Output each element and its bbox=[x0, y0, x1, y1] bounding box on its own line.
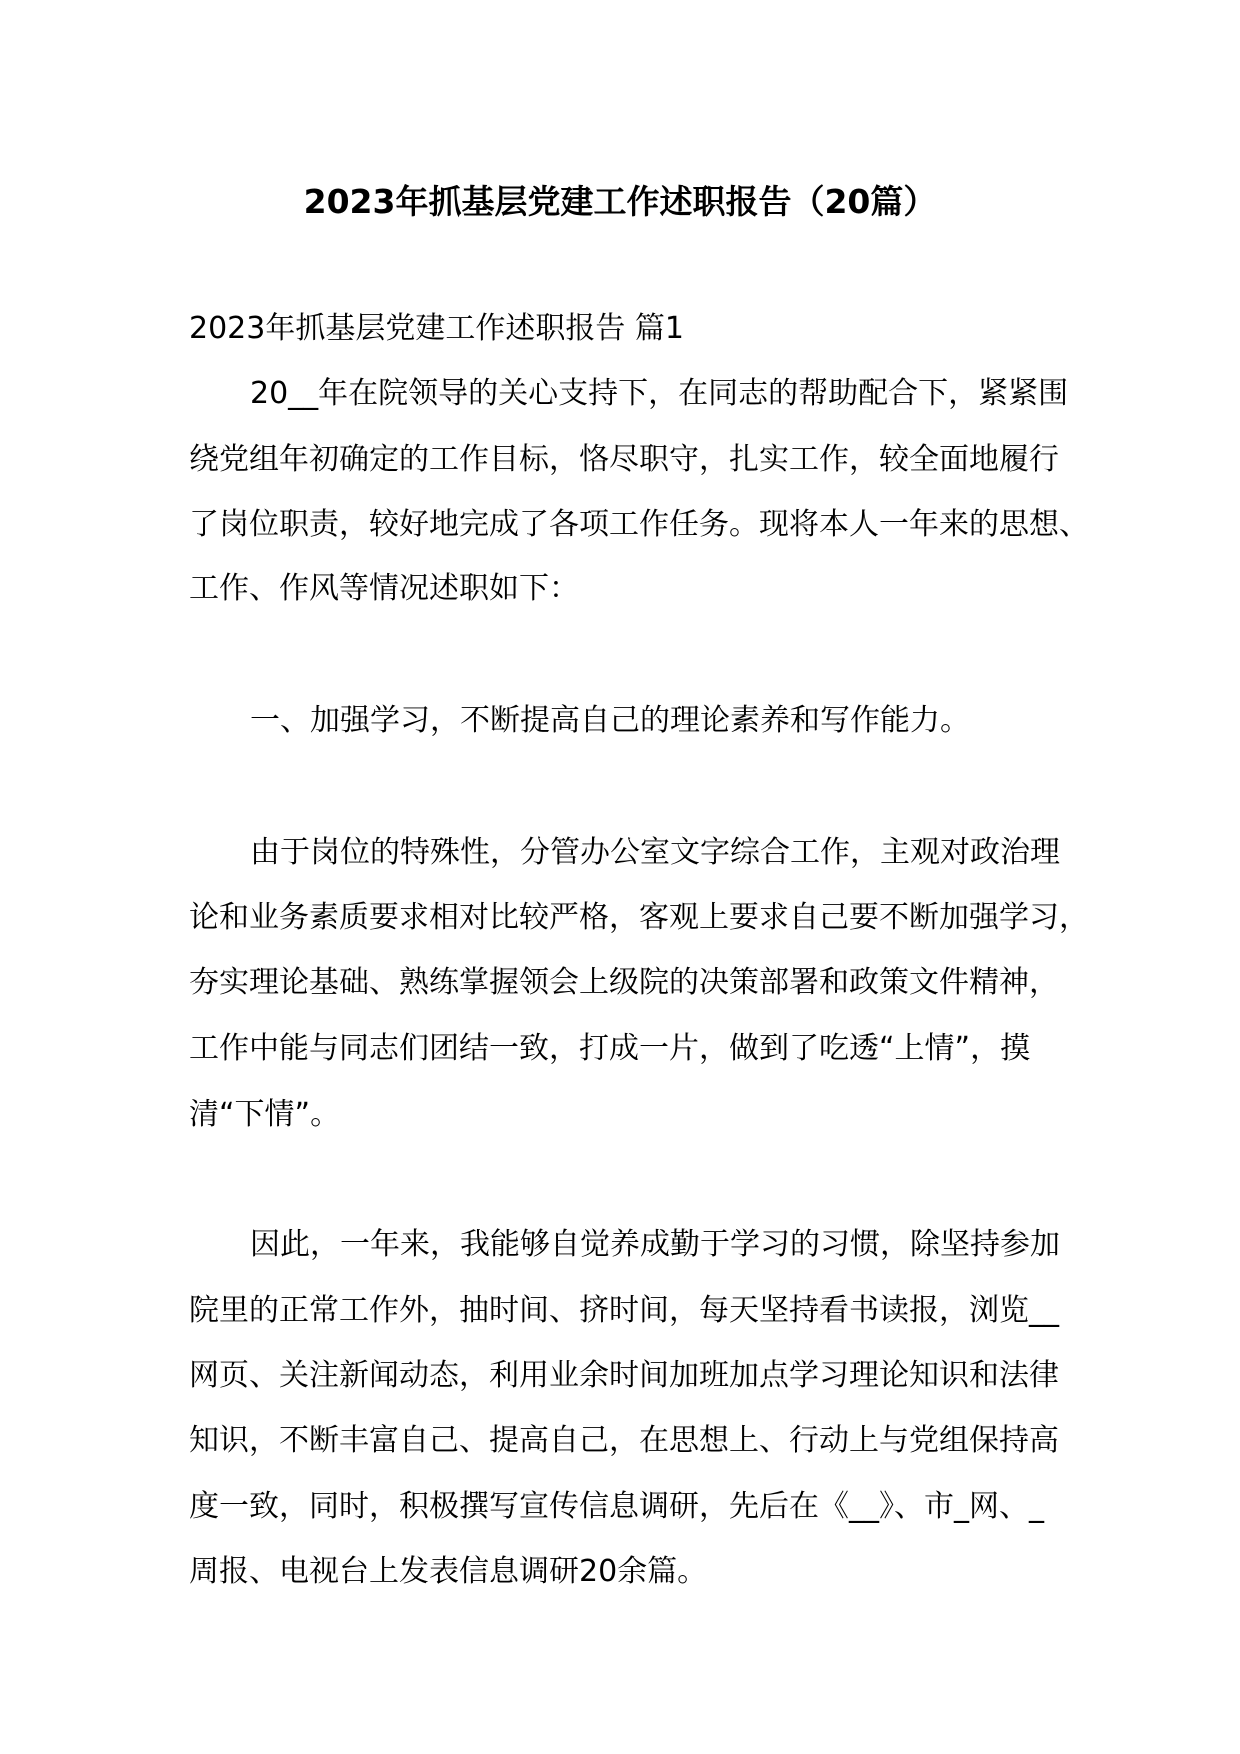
section-heading: 一、加强学习，不断提高自己的理论素养和写作能力。 bbox=[250, 703, 970, 738]
text-line: 了岗位职责，较好地完成了各项工作任务。现将本人一年来的思想、 bbox=[189, 507, 1089, 542]
text-line: 网页、关注新闻动态，利用业余时间加班加点学习理论知识和法律 bbox=[189, 1358, 1059, 1393]
text-line: 绕党组年初确定的工作目标，恪尽职守，扎实工作，较全面地履行 bbox=[189, 442, 1059, 477]
text-line: 由于岗位的特殊性，分管办公室文字综合工作，主观对政治理 bbox=[250, 835, 1060, 870]
section-subtitle: 2023年抓基层党建工作述职报告 篇1 bbox=[189, 311, 684, 346]
text-line: 度一致，同时，积极撰写宣传信息调研，先后在《__》、市_网、_ bbox=[189, 1489, 1044, 1524]
document-title: 2023年抓基层党建工作述职报告（20篇） bbox=[303, 182, 937, 221]
text-line: 因此，一年来，我能够自觉养成勤于学习的习惯，除坚持参加 bbox=[250, 1227, 1060, 1262]
text-line: 工作中能与同志们团结一致，打成一片，做到了吃透“上情”，摸 bbox=[189, 1031, 1031, 1066]
text-line: 20__年在院领导的关心支持下，在同志的帮助配合下，紧紧围 bbox=[250, 376, 1069, 411]
text-line: 周报、电视台上发表信息调研20余篇。 bbox=[189, 1554, 708, 1589]
text-line: 夯实理论基础、熟练掌握领会上级院的决策部署和政策文件精神， bbox=[189, 965, 1059, 1000]
text-line: 知识，不断丰富自己、提高自己，在思想上、行动上与党组保持高 bbox=[189, 1423, 1059, 1458]
text-line: 清“下情”。 bbox=[189, 1097, 341, 1132]
text-line: 工作、作风等情况述职如下： bbox=[189, 571, 579, 606]
text-line: 院里的正常工作外，抽时间、挤时间，每天坚持看书读报，浏览__ bbox=[189, 1293, 1059, 1328]
text-line: 论和业务素质要求相对比较严格，客观上要求自己要不断加强学习， bbox=[189, 900, 1089, 935]
